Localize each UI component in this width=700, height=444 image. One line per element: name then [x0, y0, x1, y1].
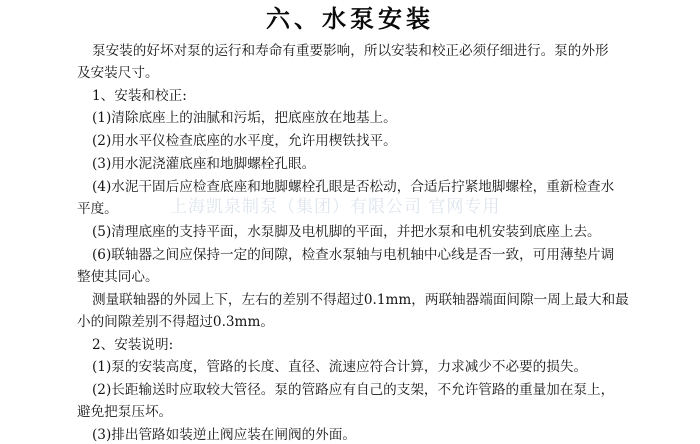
list-item: (4)水泥干固后应检查底座和地脚螺栓孔眼是否松动，合适后拧紧地脚螺栓，重新检查水 — [92, 179, 615, 195]
paragraph-line: 小的间隙差别不得超过0.3mm。 — [77, 314, 274, 330]
list-item: (1)清除底座上的油腻和污垢，把底座放在地基上。 — [92, 110, 397, 126]
list-item: (6)联轴器之间应保持一定的间隙，检查水泵轴与电机轴中心线是否一致，可用薄垫片调 — [92, 247, 615, 263]
paragraph-line: 测量联轴器的外园上下，左右的差别不得超过0.1mm，两联轴器端面间隙一周上最大和最 — [92, 292, 629, 308]
section-heading: 2、安装说明: — [92, 337, 174, 353]
list-item-continuation: 平度。 — [77, 201, 118, 217]
list-item: (1)泵的安装高度，管路的长度、直径、流速应符合计算，力求减少不必要的损失。 — [92, 359, 588, 375]
section-heading: 1、安装和校正: — [92, 88, 187, 104]
list-item: (3)用水泥浇灌底座和地脚螺栓孔眼。 — [92, 156, 316, 172]
list-item: (5)清理底座的支持平面，水泵脚及电机脚的平面，并把水泵和电机安装到底座上去。 — [92, 224, 601, 240]
list-item: (2)用水平仪检查底座的水平度，允许用楔铁找平。 — [92, 133, 397, 149]
list-item-continuation: 避免把泵压坏。 — [77, 404, 173, 420]
intro-line: 泵安装的好坏对泵的运行和寿命有重要影响，所以安装和校正必须仔细进行。泵的外形 — [92, 43, 609, 59]
intro-line: 及安装尺寸。 — [77, 65, 159, 81]
watermark-text: 上海凯泉制泵（集团）有限公司 官网专用 — [170, 197, 501, 217]
list-item: (3)排出管路如装逆止阀应装在闸阀的外面。 — [92, 427, 356, 443]
list-item: (2)长距输送时应取较大管径。泵的管路应有自己的支架，不允许管路的重量加在泵上， — [92, 382, 615, 398]
list-item-continuation: 整使其同心。 — [77, 269, 159, 285]
page-title: 六、水泵安装 — [266, 5, 434, 33]
